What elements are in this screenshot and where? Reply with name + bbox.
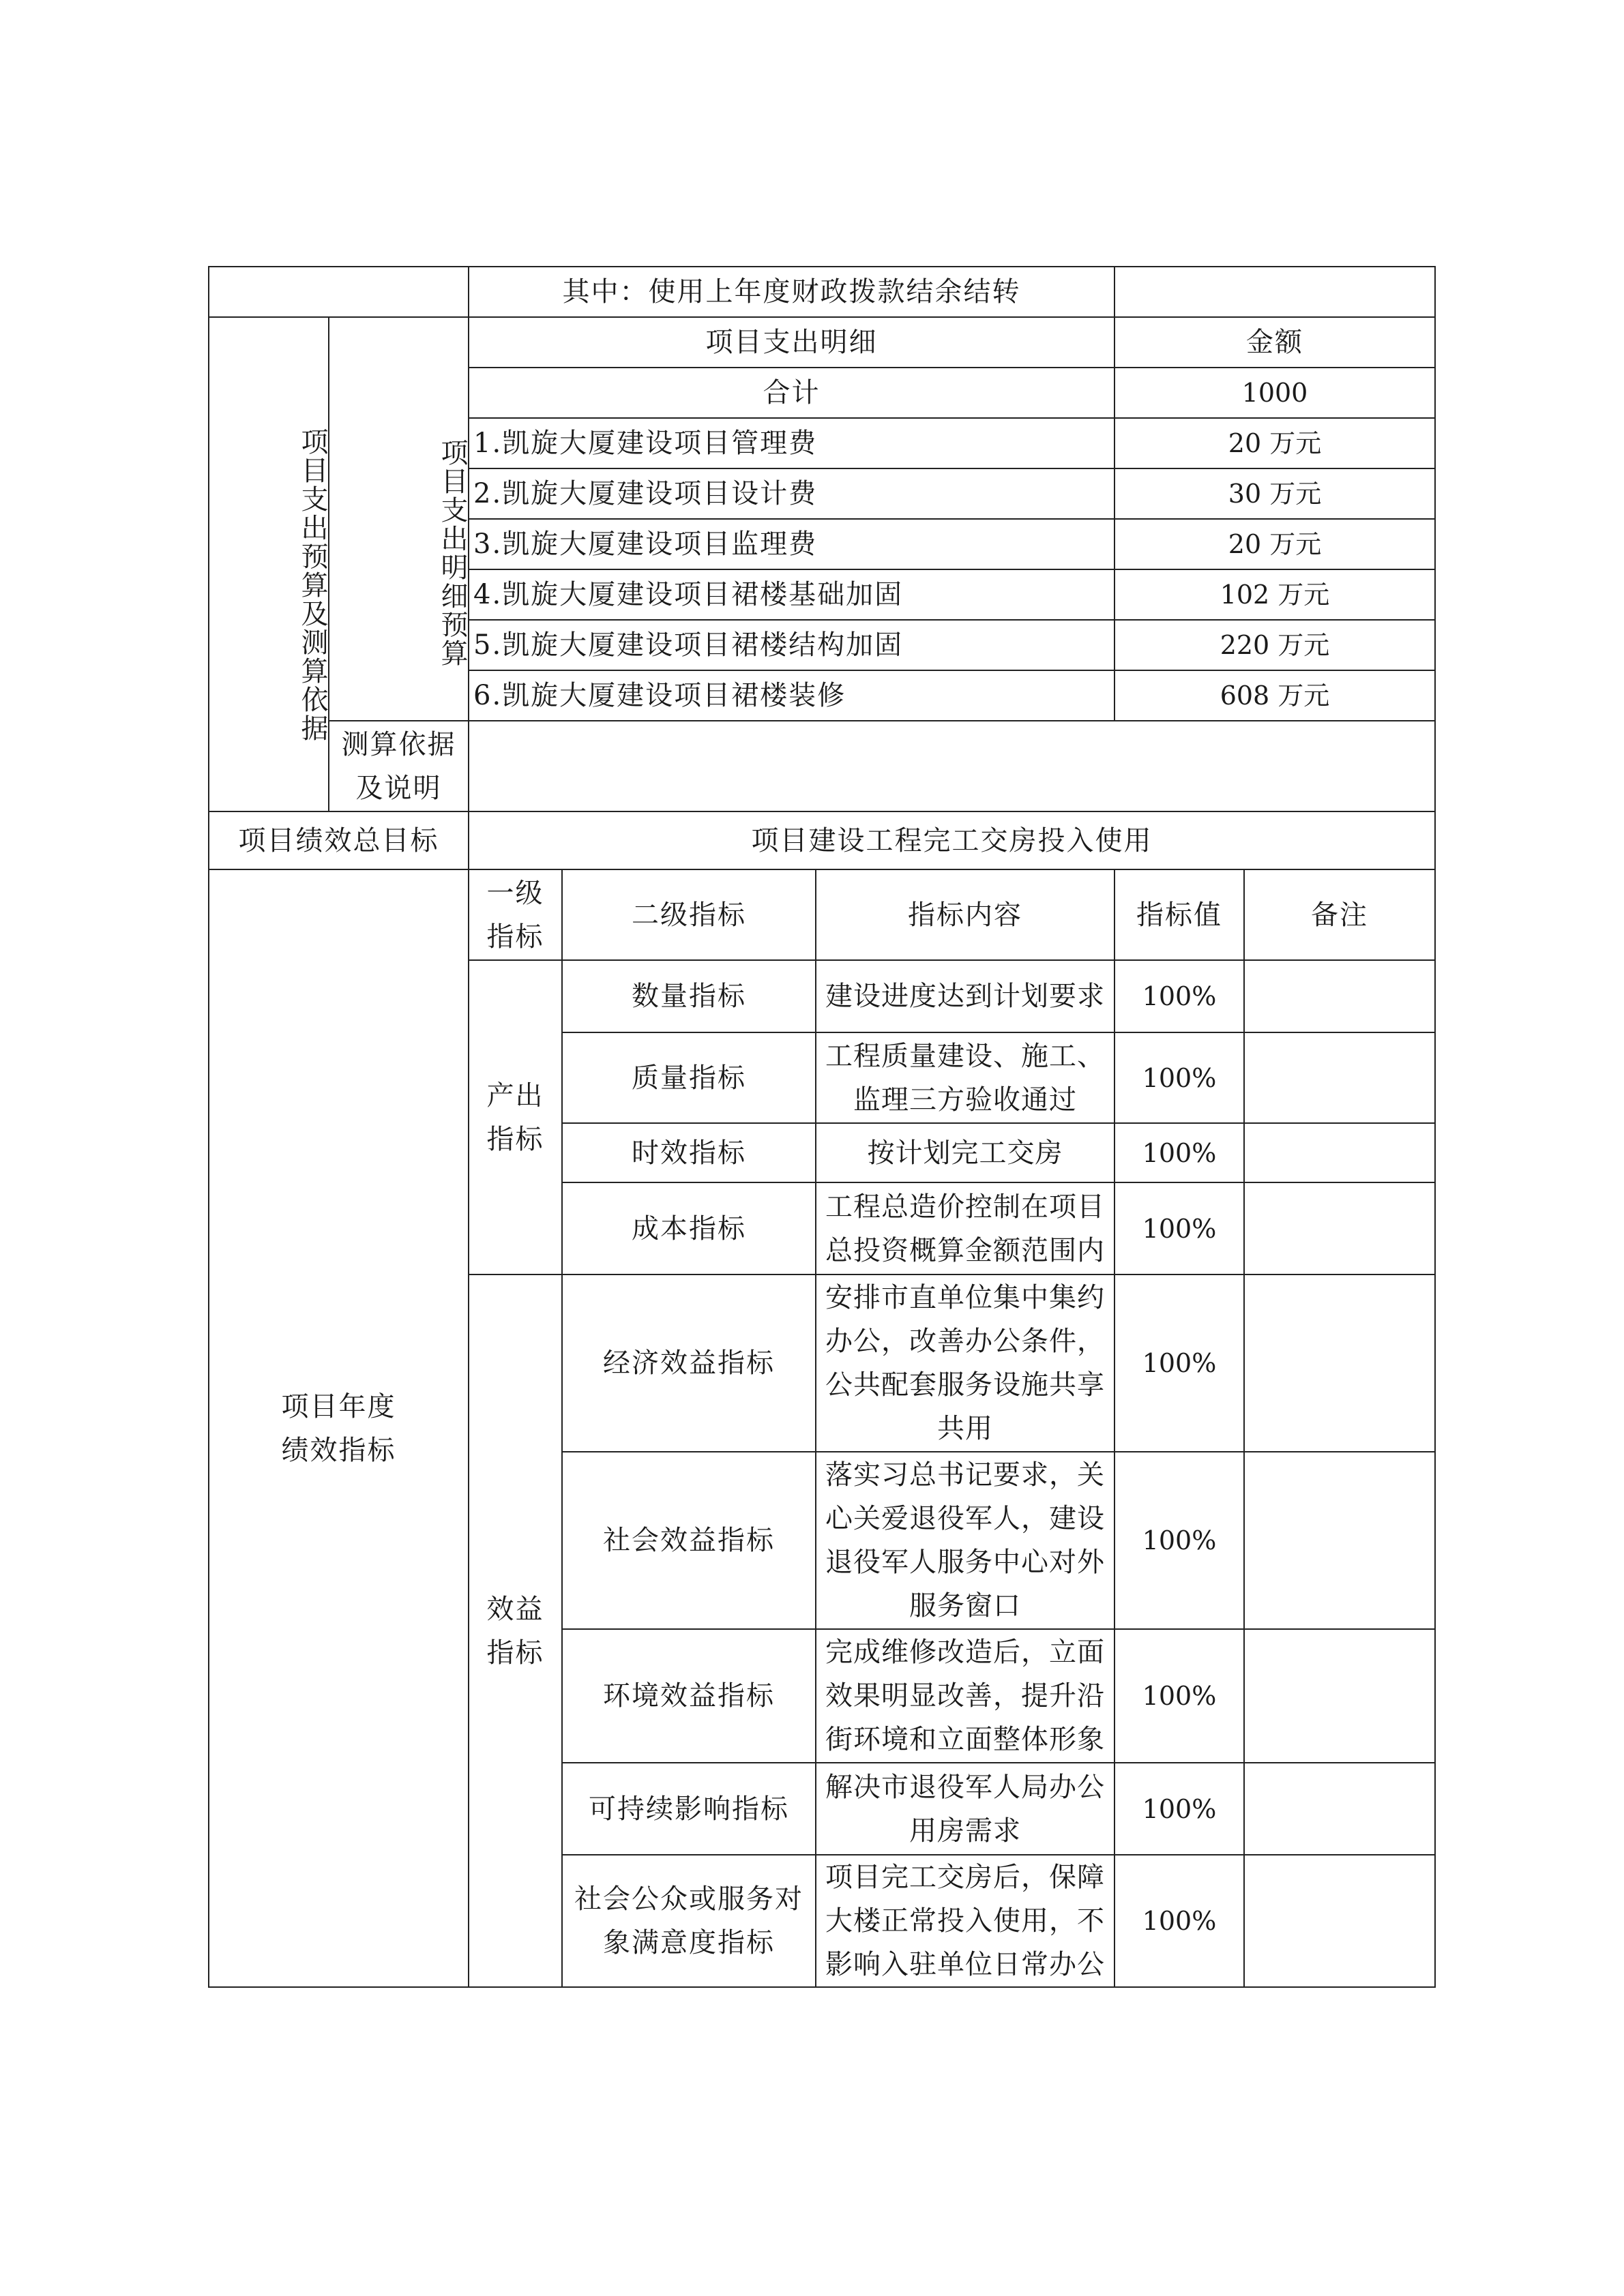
budget-item-amount: 20 万元 <box>1114 417 1436 469</box>
indicator-value: 100% <box>1114 1762 1245 1855</box>
col-item-header: 项目支出明细 <box>468 316 1115 368</box>
detail-budget-label: 项目支出明细预算 <box>328 316 469 721</box>
output-indicators-label: 产出 指标 <box>468 959 563 1275</box>
budget-item-amount: 220 万元 <box>1114 619 1436 671</box>
indicator-remark <box>1243 959 1436 1033</box>
indicator-value: 100% <box>1114 959 1245 1033</box>
indicator-content: 解决市退役军人局办公 用房需求 <box>815 1762 1115 1855</box>
budget-section-label: 项目支出预算及测算依据 <box>208 316 329 812</box>
indicator-level2: 经济效益指标 <box>561 1274 816 1452</box>
indicator-content: 落实习总书记要求，关 心关爱退役军人，建设 退役军人服务中心对外 服务窗口 <box>815 1451 1115 1630</box>
indicator-remark <box>1243 1451 1436 1630</box>
budget-item-name: 2.凯旋大厦建设项目设计费 <box>468 468 1115 520</box>
indicator-value: 100% <box>1114 1274 1245 1452</box>
indicator-remark <box>1243 1762 1436 1855</box>
indicator-remark <box>1243 1628 1436 1763</box>
indicator-value: 100% <box>1114 1122 1245 1183</box>
indicators-section-label: 项目年度 绩效指标 <box>208 869 469 1988</box>
goal-label: 项目绩效总目标 <box>208 811 469 870</box>
indicator-value: 100% <box>1114 1451 1245 1630</box>
budget-item-name: 5.凯旋大厦建设项目裙楼结构加固 <box>468 619 1115 671</box>
carryover-label: 其中：使用上年度财政拨款结余结转 <box>468 266 1115 318</box>
budget-item-amount: 102 万元 <box>1114 569 1436 621</box>
basis-label: 测算依据 及说明 <box>328 720 469 812</box>
indicator-content: 项目完工交房后，保障 大楼正常投入使用，不 影响入驻单位日常办公 <box>815 1854 1115 1988</box>
budget-item-amount: 30 万元 <box>1114 468 1436 520</box>
content-header: 指标内容 <box>815 869 1115 961</box>
indicator-value: 100% <box>1114 1628 1245 1763</box>
indicator-content: 工程质量建设、施工、 监理三方验收通过 <box>815 1032 1115 1124</box>
level2-header: 二级指标 <box>561 869 816 961</box>
level1-header: 一级 指标 <box>468 869 563 961</box>
indicator-content: 按计划完工交房 <box>815 1122 1115 1183</box>
benefit-indicators-label: 效益 指标 <box>468 1274 563 1988</box>
carryover-value <box>1114 266 1436 318</box>
indicator-content: 建设进度达到计划要求 <box>815 959 1115 1033</box>
indicator-value: 100% <box>1114 1854 1245 1988</box>
goal-value: 项目建设工程完工交房投入使用 <box>468 811 1436 870</box>
total-label: 合计 <box>468 367 1115 419</box>
indicator-level2: 社会效益指标 <box>561 1451 816 1630</box>
remark-header: 备注 <box>1243 869 1436 961</box>
indicator-content: 安排市直单位集中集约 办公，改善办公条件， 公共配套服务设施共享 共用 <box>815 1274 1115 1452</box>
indicator-remark <box>1243 1032 1436 1124</box>
basis-value <box>468 720 1436 812</box>
col-amount-header: 金额 <box>1114 316 1436 368</box>
indicator-remark <box>1243 1122 1436 1183</box>
indicator-level2: 数量指标 <box>561 959 816 1033</box>
indicator-level2: 可持续影响指标 <box>561 1762 816 1855</box>
value-header: 指标值 <box>1114 869 1245 961</box>
indicator-remark <box>1243 1182 1436 1275</box>
budget-item-name: 4.凯旋大厦建设项目裙楼基础加固 <box>468 569 1115 621</box>
budget-item-name: 6.凯旋大厦建设项目裙楼装修 <box>468 670 1115 721</box>
budget-item-name: 3.凯旋大厦建设项目监理费 <box>468 518 1115 570</box>
indicator-level2: 质量指标 <box>561 1032 816 1124</box>
indicator-remark <box>1243 1854 1436 1988</box>
indicator-level2: 时效指标 <box>561 1122 816 1183</box>
carryover-blank-cell <box>208 266 469 318</box>
indicator-value: 100% <box>1114 1182 1245 1275</box>
budget-item-amount: 608 万元 <box>1114 670 1436 721</box>
indicator-level2: 成本指标 <box>561 1182 816 1275</box>
indicator-value: 100% <box>1114 1032 1245 1124</box>
indicator-remark <box>1243 1274 1436 1452</box>
total-value: 1000 <box>1114 367 1436 419</box>
indicator-level2: 环境效益指标 <box>561 1628 816 1763</box>
budget-item-amount: 20 万元 <box>1114 518 1436 570</box>
budget-item-name: 1.凯旋大厦建设项目管理费 <box>468 417 1115 469</box>
indicator-content: 工程总造价控制在项目 总投资概算金额范围内 <box>815 1182 1115 1275</box>
indicator-content: 完成维修改造后，立面 效果明显改善，提升沿 街环境和立面整体形象 <box>815 1628 1115 1763</box>
indicator-level2: 社会公众或服务对 象满意度指标 <box>561 1854 816 1988</box>
